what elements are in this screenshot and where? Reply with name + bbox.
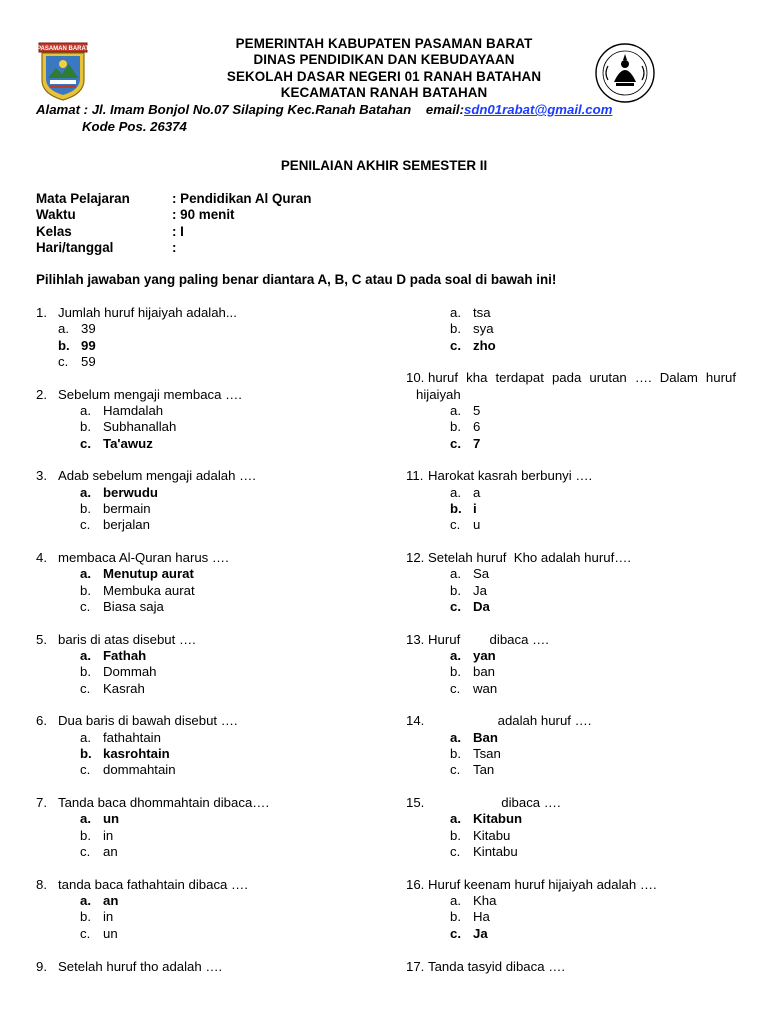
answer-option[interactable] [406, 566, 736, 582]
question-text: Huruf keenam huruf hijaiyah adalah …. [428, 876, 657, 892]
answer-option[interactable] [36, 403, 366, 419]
answer-option[interactable] [36, 354, 366, 370]
question-text: Huruf dibaca …. [428, 631, 549, 647]
question-number: 13. [406, 631, 425, 647]
option-letter: c. [58, 353, 69, 369]
answer-option[interactable] [36, 681, 366, 697]
answer-option[interactable] [406, 762, 736, 778]
option-letter: b. [80, 827, 91, 843]
answer-option[interactable] [406, 844, 736, 860]
question-text: Adab sebelum mengaji adalah …. [58, 468, 256, 484]
option-text: zho [473, 337, 496, 353]
answer-option[interactable] [406, 419, 736, 435]
question-number: 8. [36, 876, 47, 892]
question-number: 4. [36, 550, 47, 566]
answer-option[interactable] [406, 485, 736, 501]
question-number: 9. [36, 958, 47, 974]
option-text: Menutup aurat [103, 566, 194, 582]
question-text-continued: hijaiyah [416, 386, 461, 402]
question-number: 5. [36, 631, 47, 647]
option-text: Dommah [103, 664, 157, 680]
answer-option[interactable] [36, 926, 366, 942]
option-text: ban [473, 664, 496, 680]
option-letter: a. [450, 729, 461, 745]
option-text: 99 [81, 337, 96, 353]
question-item [36, 632, 366, 697]
info-value: : I [172, 223, 184, 239]
option-letter: a. [450, 811, 461, 827]
answer-option[interactable] [406, 403, 736, 419]
option-text: Ban [473, 729, 498, 745]
option-text: 39 [81, 321, 96, 337]
option-letter: b. [450, 500, 462, 516]
question-number: 16. [406, 876, 425, 892]
option-text: Sa [473, 566, 490, 582]
info-row [36, 207, 311, 223]
info-row [36, 191, 311, 207]
question-line [406, 795, 736, 811]
option-letter: a. [450, 566, 461, 582]
option-text: Ha [473, 909, 490, 925]
option-letter: b. [450, 321, 461, 337]
option-letter: b. [80, 500, 91, 516]
option-letter: a. [58, 321, 69, 337]
option-letter: c. [450, 435, 461, 451]
question-item [36, 877, 366, 942]
option-text: Subhanallah [103, 419, 177, 435]
option-text: u [473, 517, 481, 533]
answer-option[interactable] [406, 305, 736, 321]
option-text: Kintabu [473, 844, 518, 860]
answer-option[interactable] [36, 762, 366, 778]
option-letter: a. [80, 484, 91, 500]
option-letter: c. [450, 762, 461, 778]
option-letter: c. [80, 925, 91, 941]
info-key: Kelas [36, 223, 72, 239]
question-text: Dua baris di bawah disebut …. [58, 713, 238, 729]
option-letter: b. [450, 582, 461, 598]
answer-option[interactable] [36, 730, 366, 746]
answer-option[interactable] [36, 501, 366, 517]
instruction: Pilihlah jawaban yang paling benar diantara A, B, C atau D pada soal di bawah ini! [36, 272, 557, 287]
option-text: in [103, 909, 114, 925]
header-line: DINAS PENDIDIKAN DAN KEBUDAYAAN [253, 52, 515, 68]
option-text: fathahtain [103, 729, 161, 745]
header-line: SEKOLAH DASAR NEGERI 01 RANAH BATAHAN [226, 68, 542, 84]
answer-option[interactable] [406, 648, 736, 664]
question-text: Tanda baca dhommahtain dibaca…. [58, 795, 270, 811]
option-letter: a. [80, 893, 91, 909]
question-item [36, 713, 366, 778]
answer-option[interactable] [36, 599, 366, 615]
option-text: 59 [81, 353, 96, 369]
option-letter: b. [450, 419, 461, 435]
question-item [36, 468, 366, 533]
answer-option[interactable] [36, 485, 366, 501]
option-text: Tsan [473, 746, 501, 762]
question-number: 6. [36, 713, 47, 729]
option-letter: b. [58, 337, 70, 353]
question-item [36, 387, 366, 452]
question-number: 14. [406, 713, 425, 729]
question-number: 11. [406, 468, 424, 484]
option-text: bermain [103, 500, 151, 516]
option-text: un [103, 925, 118, 941]
option-letter: c. [80, 517, 91, 533]
info-value: : 90 menit [172, 207, 235, 223]
question-line [36, 877, 366, 893]
answer-option[interactable] [406, 321, 736, 337]
question-line [406, 550, 736, 566]
option-text: tsa [473, 305, 491, 320]
question-line [36, 959, 366, 975]
question-text: Setelah huruf Kho adalah huruf…. [428, 550, 632, 566]
option-letter: a. [450, 893, 461, 909]
question-text: Tanda tasyid dibaca …. [428, 958, 566, 974]
answer-option[interactable] [406, 746, 736, 762]
question-line [36, 713, 366, 729]
email-label: email: [425, 102, 464, 117]
question-text: Jumlah huruf hijaiyah adalah... [58, 305, 237, 320]
option-text: Biasa saja [103, 598, 164, 614]
answer-option[interactable] [406, 501, 736, 517]
answer-option[interactable] [36, 436, 366, 452]
option-letter: a. [450, 484, 461, 500]
answer-option[interactable] [36, 419, 366, 435]
option-text: Kitabu [473, 827, 511, 843]
answer-option[interactable] [36, 664, 366, 680]
question-text: huruf kha terdapat pada urutan …. Dalam huruf [428, 370, 736, 386]
option-letter: b. [80, 419, 91, 435]
question-number: 3. [36, 468, 47, 484]
option-letter: b. [80, 746, 92, 762]
answer-option[interactable] [36, 909, 366, 925]
answer-option[interactable] [36, 844, 366, 860]
question-number: 1. [36, 305, 47, 320]
postal-code: Kode Pos. 26374 [82, 119, 187, 134]
option-letter: a. [80, 566, 91, 582]
question-item [406, 632, 736, 697]
question-text: baris di atas disebut …. [58, 631, 196, 647]
question-item [36, 795, 366, 860]
option-text: Kasrah [103, 680, 145, 696]
question-item [406, 468, 736, 533]
question-number: 2. [36, 386, 47, 402]
question-line [36, 468, 366, 484]
question-item [406, 713, 736, 778]
answer-option[interactable] [406, 811, 736, 827]
answer-option[interactable] [406, 909, 736, 925]
option-letter: a. [450, 402, 461, 418]
option-text: a [473, 484, 481, 500]
info-row [36, 240, 311, 256]
answer-option[interactable] [36, 566, 366, 582]
option-text: Tan [473, 762, 495, 778]
question-number: 12. [406, 550, 425, 566]
answer-option[interactable] [36, 893, 366, 909]
option-text: wan [473, 680, 498, 696]
question-line [406, 959, 736, 975]
answer-option[interactable] [36, 746, 366, 762]
answer-option[interactable] [36, 321, 366, 337]
answer-option[interactable] [36, 828, 366, 844]
question-line [36, 632, 366, 648]
option-letter: a. [450, 305, 461, 320]
question-text: Setelah huruf tho adalah …. [58, 958, 223, 974]
option-text: Ja [473, 582, 487, 598]
option-letter: b. [450, 909, 461, 925]
question-line [36, 795, 366, 811]
header-line: PEMERINTAH KABUPATEN PASAMAN BARAT [235, 36, 533, 51]
school-address [36, 102, 612, 118]
question-number: 15. [406, 795, 425, 811]
question-text: tanda baca fathahtain dibaca …. [58, 876, 248, 892]
question-item [406, 959, 736, 975]
option-letter: c. [450, 598, 461, 614]
exam-title: PENILAIAN AKHIR SEMESTER II [280, 158, 488, 173]
address-text: Alamat : Jl. Imam Bonjol No.07 Silaping Kec.Ranah Batahan [36, 102, 412, 117]
option-letter: c. [80, 680, 91, 696]
answer-option[interactable] [406, 338, 736, 354]
option-text: Hamdalah [103, 402, 164, 418]
question-item [406, 795, 736, 860]
option-letter: a. [450, 648, 461, 664]
question-line [406, 632, 736, 648]
option-text: berjalan [103, 517, 150, 533]
header-line: KECAMATAN RANAH BATAHAN [280, 85, 488, 101]
question-item [36, 959, 366, 975]
question-line [406, 468, 736, 484]
question-line [406, 713, 736, 729]
question-number: 7. [36, 795, 47, 811]
answer-option[interactable] [36, 811, 366, 827]
answer-option[interactable] [406, 893, 736, 909]
answer-option[interactable] [36, 583, 366, 599]
email-link[interactable]: sdn01rabat@gmail.com [463, 102, 613, 117]
info-key: Mata Pelajaran [36, 191, 130, 206]
option-text: i [473, 500, 477, 516]
question-item [36, 305, 366, 370]
info-value: : [172, 239, 177, 255]
answer-option[interactable] [36, 338, 366, 354]
option-letter: c. [450, 844, 461, 860]
answer-option[interactable] [406, 828, 736, 844]
letterhead [0, 36, 768, 102]
option-text: un [103, 811, 120, 827]
option-text: 6 [473, 419, 481, 435]
option-letter: c. [450, 517, 461, 533]
answer-option[interactable] [406, 730, 736, 746]
option-letter: c. [450, 337, 461, 353]
option-letter: a. [80, 402, 91, 418]
question-text: Sebelum mengaji membaca …. [58, 386, 242, 402]
question-text: adalah huruf …. [428, 713, 592, 729]
option-text: an [103, 844, 118, 860]
info-key: Hari/tanggal [36, 239, 114, 255]
answer-option[interactable] [406, 664, 736, 680]
option-letter: b. [450, 664, 461, 680]
info-key: Waktu [36, 207, 76, 223]
option-letter: b. [80, 664, 91, 680]
option-text: Da [473, 598, 490, 614]
option-text: in [103, 827, 114, 843]
option-letter: c. [450, 680, 461, 696]
option-text: 7 [473, 435, 481, 451]
question-line [406, 370, 736, 386]
question-number: 17. [406, 958, 425, 974]
option-text: 5 [473, 402, 481, 418]
questions-left-column [36, 305, 366, 991]
option-text: Kitabun [473, 811, 523, 827]
option-letter: c. [80, 435, 91, 451]
option-letter: a. [80, 648, 91, 664]
option-letter: c. [80, 598, 91, 614]
option-letter: b. [80, 909, 91, 925]
question-line [406, 877, 736, 893]
question-line [36, 305, 366, 321]
answer-option[interactable] [406, 583, 736, 599]
answer-option[interactable] [406, 436, 736, 452]
question-item [406, 550, 736, 615]
answer-option[interactable] [406, 599, 736, 615]
option-text: berwudu [103, 484, 158, 500]
question-line [36, 550, 366, 566]
info-row [36, 224, 311, 240]
exam-info [36, 191, 311, 256]
option-text: an [103, 893, 119, 909]
question-item [406, 877, 736, 942]
info-value: : Pendidikan Al Quran [172, 191, 312, 206]
question-9-options [406, 305, 736, 354]
questions-right-column [406, 305, 736, 991]
option-letter: a. [80, 729, 91, 745]
option-letter: c. [80, 762, 91, 778]
answer-option[interactable] [406, 681, 736, 697]
option-letter: b. [450, 746, 461, 762]
question-text: membaca Al-Quran harus …. [58, 550, 229, 566]
option-text: kasrohtain [103, 746, 170, 762]
answer-option[interactable] [406, 926, 736, 942]
option-text: dommahtain [103, 762, 176, 778]
option-text: Fathah [103, 648, 147, 664]
question-text: dibaca …. [428, 795, 561, 811]
option-letter: a. [80, 811, 91, 827]
option-text: sya [473, 321, 494, 337]
question-item [36, 550, 366, 615]
question-text: Harokat kasrah berbunyi …. [428, 468, 593, 484]
answer-option[interactable] [36, 648, 366, 664]
option-text: Ta'awuz [103, 435, 153, 451]
answer-option[interactable] [36, 517, 366, 533]
option-text: Membuka aurat [103, 582, 195, 598]
logo-left-text: PASAMAN BARAT [38, 46, 88, 52]
option-text: Kha [473, 893, 497, 909]
answer-option[interactable] [406, 517, 736, 533]
question-item [406, 370, 736, 451]
option-letter: b. [80, 582, 91, 598]
option-letter: c. [80, 844, 91, 860]
question-line [36, 387, 366, 403]
option-text: yan [473, 648, 496, 664]
option-text: Ja [473, 925, 488, 941]
option-letter: c. [450, 925, 461, 941]
option-letter: b. [450, 827, 461, 843]
question-number: 10. [406, 370, 425, 386]
